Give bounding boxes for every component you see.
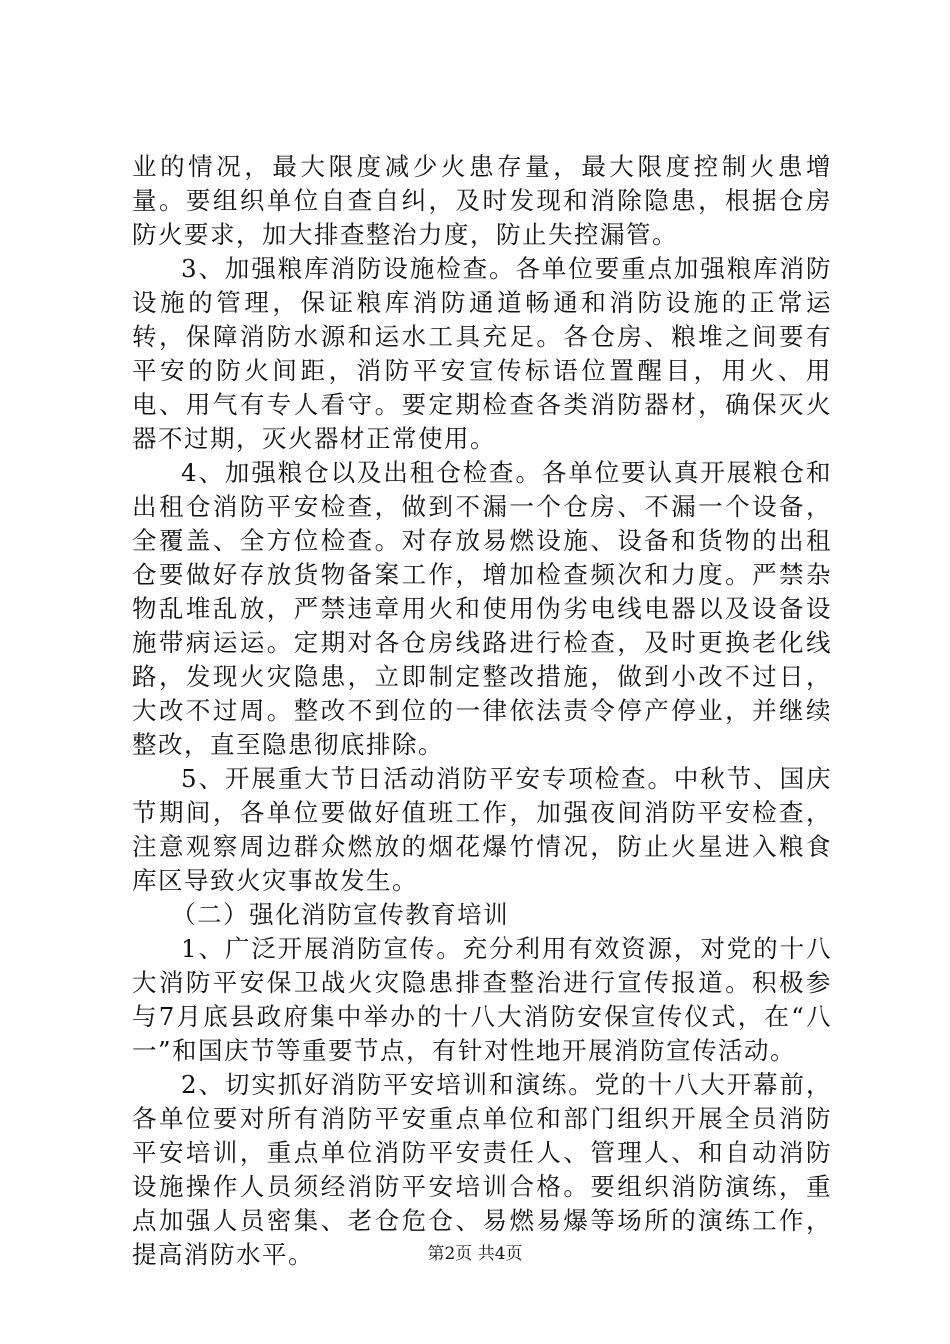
paragraph-item-4: 4、加强粮仓以及出租仓检查。各单位要认真开展粮仓和出租仓消防平安检查，做到不漏一个仓房、不漏一个设备，全覆盖、全方位检查。对存放易燃设施、设备和货物的出租仓要做好存放货物备案工作，增加检查频次和力度。严禁杂物乱堆乱放，严禁违章用火和使用伪劣电线电器以及设备设施带病运运。定期对各仓房线路进行检查，及时更换老化线路，发现火灾隐患，立即制定整改措施，做到小改不过日，大改不过周。整改不到位的一律依法责令停产停业，并继续整改，直至隐患彻底排除。 — [132, 458, 832, 759]
paragraph-item-1: 1、广泛开展消防宣传。充分利用有效资源，对党的十八大消防平安保卫战火灾隐患排查整治进行宣传报道。积极参与7月底县政府集中举办的十八大消防安保宣传仪式，在“八一”和国庆节等重要节点，有针对性地开展消防宣传活动。 — [132, 934, 832, 1065]
document-body — [132, 150, 832, 1272]
paragraph-item-5: 5、开展重大节日活动消防平安专项检查。中秋节、国庆节期间，各单位要做好值班工作，加强夜间消防平安检查，注意观察周边群众燃放的烟花爆竹情况，防止火星进入粮食库区导致火灾事故发生。 — [132, 764, 832, 895]
section-heading: （二）强化消防宣传教育培训 — [171, 900, 510, 929]
page-number-footer: 第2页 共4页 — [427, 1244, 523, 1264]
paragraph-item-2: 2、切实抓好消防平安培训和演练。党的十八大开幕前，各单位要对所有消防平安重点单位和部门组织开展全员消防平安培训，重点单位消防平安责任人、管理人、和自动消防设施操作人员须经消防平安培训合格。要组织消防演练，重点加强人员密集、老仓危仓、易燃易爆等场所的演练工作，提高消防水平。 — [132, 1070, 832, 1269]
paragraph-item-3: 3、加强粮库消防设施检查。各单位要重点加强粮库消防设施的管理，保证粮库消防通道畅通和消防设施的正常运转，保障消防水源和运水工具充足。各仓房、粮堆之间要有平安的防火间距，消防平安宣传标语位置醒目，用火、用电、用气有专人看守。要定期检查各类消防器材，确保灭火器不过期，灭火器材正常使用。 — [132, 254, 832, 453]
paragraph-continuation: 业的情况，最大限度减少火患存量，最大限度控制火患增量。要组织单位自查自纠，及时发现和消除隐患，根据仓房防火要求，加大排查整治力度，防止失控漏管。 — [132, 152, 832, 249]
